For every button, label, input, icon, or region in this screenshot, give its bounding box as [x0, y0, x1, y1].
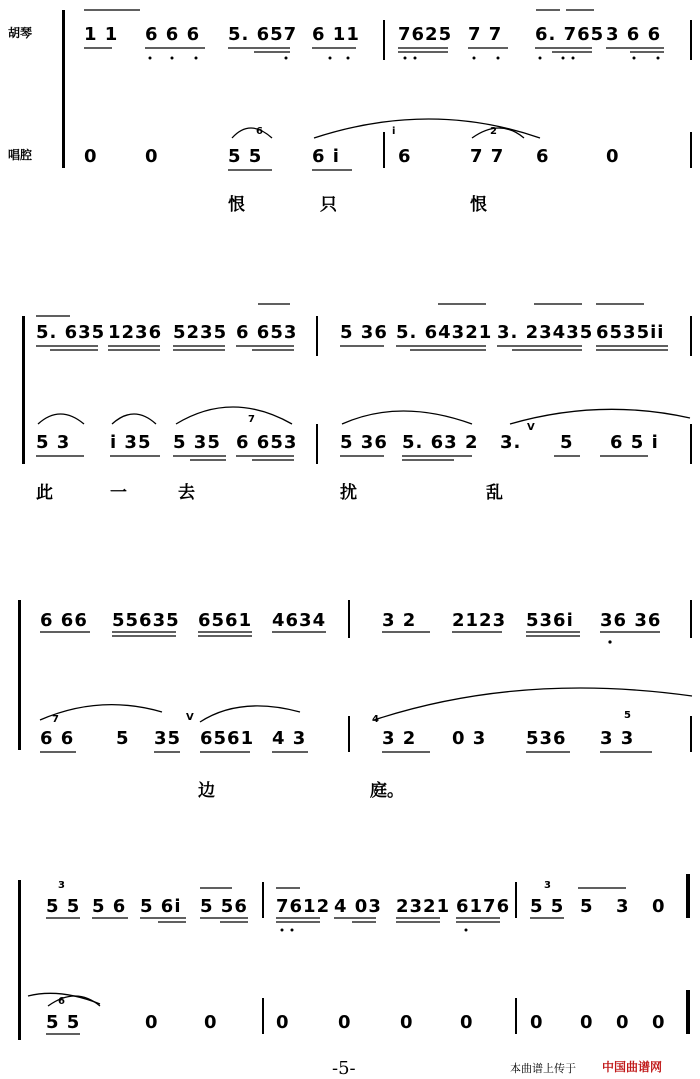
lyric: 乱 [486, 483, 503, 503]
voice-note: 6 6 [40, 728, 75, 749]
voice-note: 3 2 [382, 728, 417, 749]
huqin-note: 536i [526, 610, 574, 631]
site-logo: 中国曲谱网 [602, 1060, 663, 1074]
huqin-note: 3 6 6 [606, 24, 662, 45]
voice-note: 5 5 [228, 146, 263, 167]
voice-note: 5 [116, 728, 130, 749]
lyric: 恨 [228, 195, 245, 215]
huqin-note: 6535ii [596, 322, 665, 343]
huqin-note: 1236 [108, 322, 163, 343]
grace-note: 6 [256, 126, 263, 137]
voice-note: 4 3 [272, 728, 307, 749]
huqin-note: 7625 [398, 24, 453, 45]
grace-note: 3 [544, 880, 551, 891]
voice-note: 0 [84, 146, 98, 167]
huqin-note: 4 03 [334, 896, 382, 917]
huqin-note: 5 6i [140, 896, 182, 917]
voice-note: 536 [526, 728, 567, 749]
voice-note: 0 [580, 1012, 594, 1033]
grace-note: 6 [58, 996, 65, 1007]
voice-note: 6 [536, 146, 550, 167]
voice-note: 5 35 [173, 432, 221, 453]
lyric: 恨 [470, 195, 487, 215]
huqin-note: 5. 64321 [396, 322, 493, 343]
huqin-note: 5 5 [530, 896, 565, 917]
huqin-note: 55635 [112, 610, 180, 631]
voice-note: 0 [606, 146, 620, 167]
lyric: 扰 [340, 483, 357, 503]
grace-note: 7 [52, 714, 59, 725]
huqin-note: 3 2 [382, 610, 417, 631]
voice-note: 6 i [312, 146, 340, 167]
voice-note: 6561 [200, 728, 255, 749]
voice-note: 5 5 [46, 1012, 81, 1033]
voice-note: 0 [276, 1012, 290, 1033]
changqiang-label: 唱腔 [8, 148, 33, 162]
voice-note: 6 653 [236, 432, 298, 453]
huqin-note: 6 11 [312, 24, 360, 45]
voice-note: 0 [616, 1012, 630, 1033]
huqin-note: 5235 [173, 322, 228, 343]
voice-note: 5 36 [340, 432, 388, 453]
grace-note: 3 [58, 880, 65, 891]
voice-note: 7 7 [470, 146, 505, 167]
lyric: 去 [178, 483, 195, 503]
grace-note: i [392, 126, 396, 137]
huqin-note: 5 56 [200, 896, 248, 917]
voice-note: 5 [560, 432, 574, 453]
huqin-note: 7612 [276, 896, 331, 917]
lyric: 一 [110, 483, 127, 503]
huqin-note: 6 66 [40, 610, 88, 631]
lyric: 边 [198, 781, 215, 801]
grace-note: 7 [248, 414, 255, 425]
breath-mark: V [527, 422, 535, 433]
voice-note: 5. 63 2 [402, 432, 479, 453]
huqin-note: 1 1 [84, 24, 119, 45]
huqin-note: 4634 [272, 610, 327, 631]
voice-note: 35 [154, 728, 182, 749]
grace-note: 4 [372, 714, 379, 725]
lyric: 庭。 [370, 781, 404, 801]
voice-note: 0 3 [452, 728, 487, 749]
upload-credit: 本曲谱上传于 [510, 1062, 576, 1075]
huqin-note: 0 [652, 896, 666, 917]
huqin-note: 6561 [198, 610, 253, 631]
lyric: 只 [320, 195, 337, 215]
grace-note: 2 [490, 126, 497, 137]
page-number: -5- [332, 1058, 356, 1079]
huqin-note: 6176 [456, 896, 511, 917]
lyric: 此 [36, 483, 53, 503]
voice-note: 0 [652, 1012, 666, 1033]
voice-note: 0 [145, 1012, 159, 1033]
grace-note: 5 [624, 710, 631, 721]
voice-note: 0 [338, 1012, 352, 1033]
breath-mark: V [186, 712, 194, 723]
huqin-note: 2321 [396, 896, 451, 917]
huqin-note: 6 653 [236, 322, 298, 343]
huqin-note: 2123 [452, 610, 507, 631]
huqin-note: 5 36 [340, 322, 388, 343]
voice-note: 0 [460, 1012, 474, 1033]
huqin-note: 7 7 [468, 24, 503, 45]
voice-note: 6 [398, 146, 412, 167]
huqin-note: 5 6 [92, 896, 127, 917]
huqin-note: 3. 23435 [497, 322, 594, 343]
voice-note: 0 [530, 1012, 544, 1033]
huqin-note: 5. 657 [228, 24, 298, 45]
huqin-note: 5 5 [46, 896, 81, 917]
huqin-note: 6. 765 [535, 24, 605, 45]
huqin-note: 6 6 6 [145, 24, 201, 45]
voice-note: i 35 [110, 432, 152, 453]
huqin-label: 胡琴 [8, 26, 33, 40]
voice-note: 6 5 i [610, 432, 659, 453]
voice-note: 5 3 [36, 432, 71, 453]
voice-note: 3 3 [600, 728, 635, 749]
huqin-note: 3 [616, 896, 630, 917]
huqin-note: 36 36 [600, 610, 662, 631]
voice-note: 0 [145, 146, 159, 167]
huqin-note: 5 [580, 896, 594, 917]
voice-note: 0 [400, 1012, 414, 1033]
huqin-note: 5. 635 [36, 322, 106, 343]
voice-note: 3. [500, 432, 522, 453]
voice-note: 0 [204, 1012, 218, 1033]
